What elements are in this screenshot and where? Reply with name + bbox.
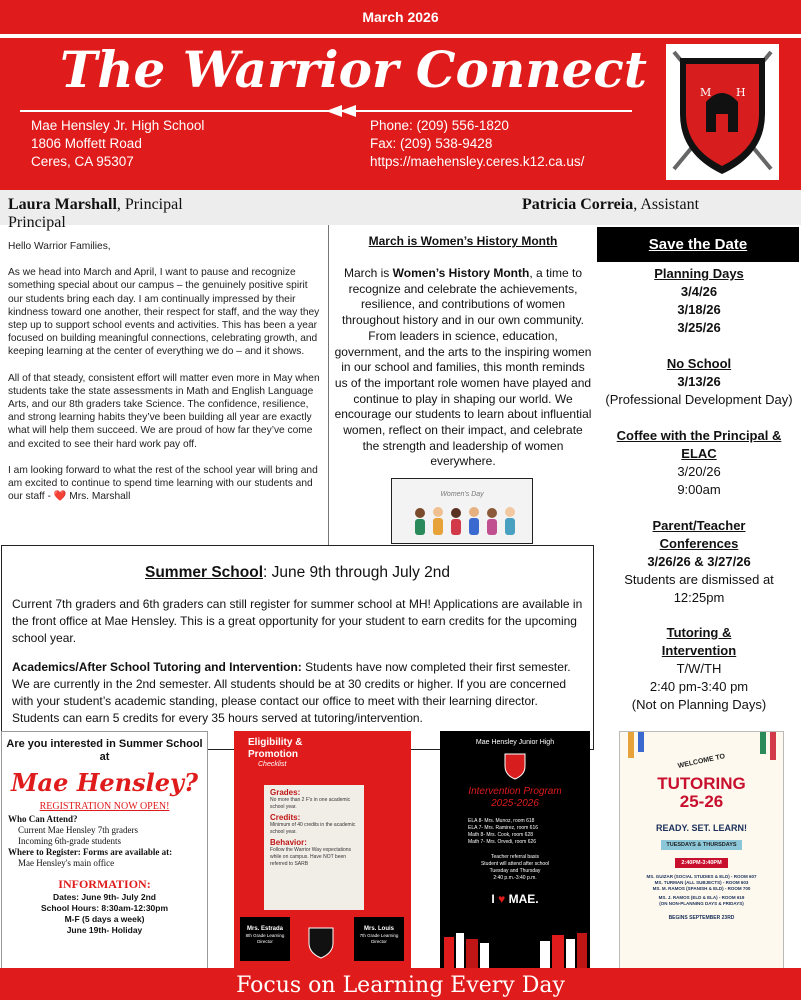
womens-history-article bbox=[334, 234, 592, 470]
heart-icon: ♥ bbox=[498, 892, 506, 906]
event-conferences: Parent/Teacher Conferences 3/26/26 & 3/27/26 Students are dismissed at 12:25pm bbox=[624, 518, 774, 605]
pencils-decoration bbox=[620, 732, 784, 762]
summer-school-body: Current 7th graders and 6th graders can still register for summer school at MH! Applications are available in the front office at Mae Hensley. This is a great opportunity for your student to earn credits for the upcoming school year. bbox=[12, 597, 583, 645]
school-url[interactable]: https://maehensley.ceres.k12.ca.us/ bbox=[370, 154, 585, 169]
assistant-principal-name: Patricia Correia, Assistant bbox=[522, 196, 700, 213]
school-phone: Phone: (209) 556-1820 bbox=[370, 118, 509, 133]
books-illustration bbox=[440, 929, 590, 969]
crest-icon bbox=[306, 925, 336, 959]
school-contact bbox=[370, 117, 584, 171]
event-no-school: No School 3/13/26 (Professional Development Day) bbox=[605, 356, 793, 407]
crest-icon bbox=[503, 752, 527, 780]
letter-paragraph: I am looking forward to what the rest of the school year will bring and am excited to continue to spend time learning with our students and our staff - ❤️ Mrs. Marshall bbox=[8, 464, 318, 503]
column-divider bbox=[328, 225, 329, 545]
svg-text:M: M bbox=[700, 86, 712, 99]
principal-letter bbox=[8, 240, 322, 516]
svg-text:H: H bbox=[736, 86, 746, 99]
letter-greeting: Hello Warrior Families, bbox=[8, 241, 111, 252]
school-name: Mae Hensley Jr. High School bbox=[31, 118, 205, 133]
tutoring-flyer: WELCOME TO TUTORING 25-26 READY. SET. LEARN! TUESDAYS & THURSDAYS 2:40PM-3:40PM MS. GUIZAR (SOCIAL STUDIES & ELD) - ROOM 607 MS. TURMAN (ALL SUBJECTS) - ROOM 603 MS. M. RAMOS (SPANISH & ELD) - ROOM 700 MS. J. RAMOS (ELD & ELA) - ROOM 619 (ON NON-PLANNING DAYS & FRIDAYS) BEGINS SEPTEMBER 23RD bbox=[619, 731, 784, 969]
newsletter-title: The Warrior Connect bbox=[60, 40, 647, 99]
womens-history-heading: March is Women’s History Month bbox=[368, 234, 558, 248]
summer-school-article bbox=[1, 545, 594, 750]
letter-paragraph: All of that steady, consistent effort will matter even more in May when students take the state assessments in Math and English Language Arts, and our 8th graders take Science. The confidence, resilience, and strong learning habits they’ve been building all year are exactly what will help them succeed. We are proud of how far they’ve come and excited to see their hard work pay off. bbox=[8, 372, 320, 450]
summer-school-flyer: Are you interested in Summer School at Mae Hensley? REGISTRATION NOW OPEN! Who Can Attend? Current Mae Hensley 7th graders Incoming 6th-grade students Where to Register: Forms are available at: Mae Hensley's main office INFORMATION: Dates: June 9th- July 2nd School Hours: 8:30am-12:30pm M-F (5 days a week) June 19th- Holiday bbox=[1, 731, 208, 977]
event-planning-days: Planning Days 3/4/26 3/18/26 3/25/26 bbox=[654, 266, 744, 335]
school-crest-logo bbox=[666, 44, 779, 180]
issue-month: March 2026 bbox=[362, 9, 439, 25]
school-city: Ceres, CA 95307 bbox=[31, 154, 134, 169]
event-coffee-with-principal: Coffee with the Principal & ELAC 3/20/26 9:00am bbox=[616, 428, 782, 497]
divider bbox=[0, 34, 801, 38]
tutoring-body: Academics/After School Tutoring and Intervention: Students have now completed their first semester. We are currently in the 2nd semester. All students should be at 30 credits or higher. If you are concerned with your student’s academic standing, please contact our office to meet with their learning director. Students can earn 5 credits for every 35 hours served at tutoring/intervention. bbox=[12, 660, 571, 725]
letter-paragraph: As we head into March and April, I want to pause and recognize something special about our campus – the genuinely positive spirit our students bring each day. I am continually impressed by their kindness toward one another, their respect for staff, and the way they step up to support school events and activities. This has been a year focused on building meaningful connections, celebrating growth, and keeping learning at the center of everything we do – and it shows. bbox=[8, 267, 320, 358]
womens-day-illustration: Women's Day bbox=[391, 478, 533, 544]
arrow-divider bbox=[20, 104, 632, 118]
masthead bbox=[0, 0, 801, 190]
heart-icon: ❤️ bbox=[53, 491, 67, 503]
intervention-program-flyer: Mae Hensley Junior High Intervention Program 2025-2026 ELA 8- Mrs. Munoz, room 618 ELA 7- Mrs. Ramirez, room 616 Math 8- Mrs. Cook, room 628 Math 7- Mrs. Orvedi, room 626 Teacher referral basis Student will attend after school Tuesday and Thursday 2:40 p.m.-3:40 p.m. I ♥ MAE. bbox=[440, 731, 590, 969]
footer-slogan: Focus on Learning Every Day bbox=[0, 968, 801, 1000]
eligibility-checklist-flyer: Eligibility & Promotion Checklist Grades: No more than 2 F's in one academic school year. Credits: Minimum of 40 credits in the academic school year. Behavior: Follow the Warrior Way expectations while on campus. Have NOT been referred to SARB Mrs. Estrada 8th Grade Learning Director Mrs. Louis 7th Grade Learning Director bbox=[234, 731, 411, 969]
womens-history-body: March is Women’s History Month, a time to recognize and celebrate the achievements, resilience, and contributions of women throughout history and in our own community. From leaders in science, education, government, and the arts to the inspiring women in our school and families, this month reminds us of the important role women have played and continue to play in shaping our world. We encourage our students to learn about influential women, reflect on their impact, and celebrate the strength and leadership of women everywhere. bbox=[334, 266, 592, 469]
school-fax: Fax: (209) 538-9428 bbox=[370, 136, 493, 151]
women-group-figures bbox=[392, 501, 532, 541]
school-address bbox=[31, 117, 204, 171]
save-the-date-title: Save the Date bbox=[597, 227, 799, 262]
school-street: 1806 Moffett Road bbox=[31, 136, 142, 151]
summer-school-heading: Summer School: June 9th through July 2nd bbox=[145, 564, 450, 581]
event-tutoring: Tutoring & Intervention T/W/TH 2:40 pm-3:40 pm (Not on Planning Days) bbox=[631, 625, 767, 712]
principal-name: Laura Marshall, Principal Principal bbox=[8, 196, 183, 231]
